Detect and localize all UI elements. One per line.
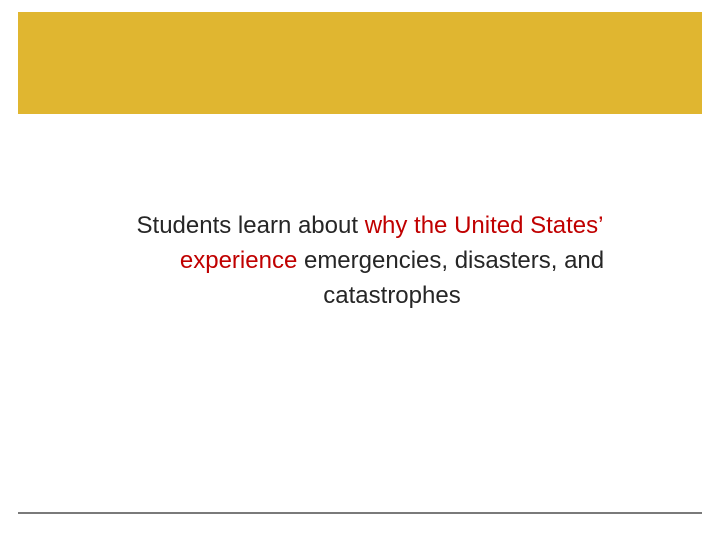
body-line-3: [60, 278, 680, 313]
body-text-plain: Students learn about: [136, 212, 365, 239]
slide-body-text: [60, 208, 680, 313]
body-text-highlight: experience: [179, 247, 298, 274]
body-text-highlight: why the United States’: [364, 212, 604, 239]
body-text-plain: catastrophes: [323, 282, 461, 309]
footer-divider: [18, 512, 702, 514]
body-line-1: [60, 208, 680, 243]
body-line-2: [60, 243, 680, 278]
header-band: [18, 12, 702, 114]
body-text-plain: emergencies, disasters, and: [297, 247, 605, 274]
